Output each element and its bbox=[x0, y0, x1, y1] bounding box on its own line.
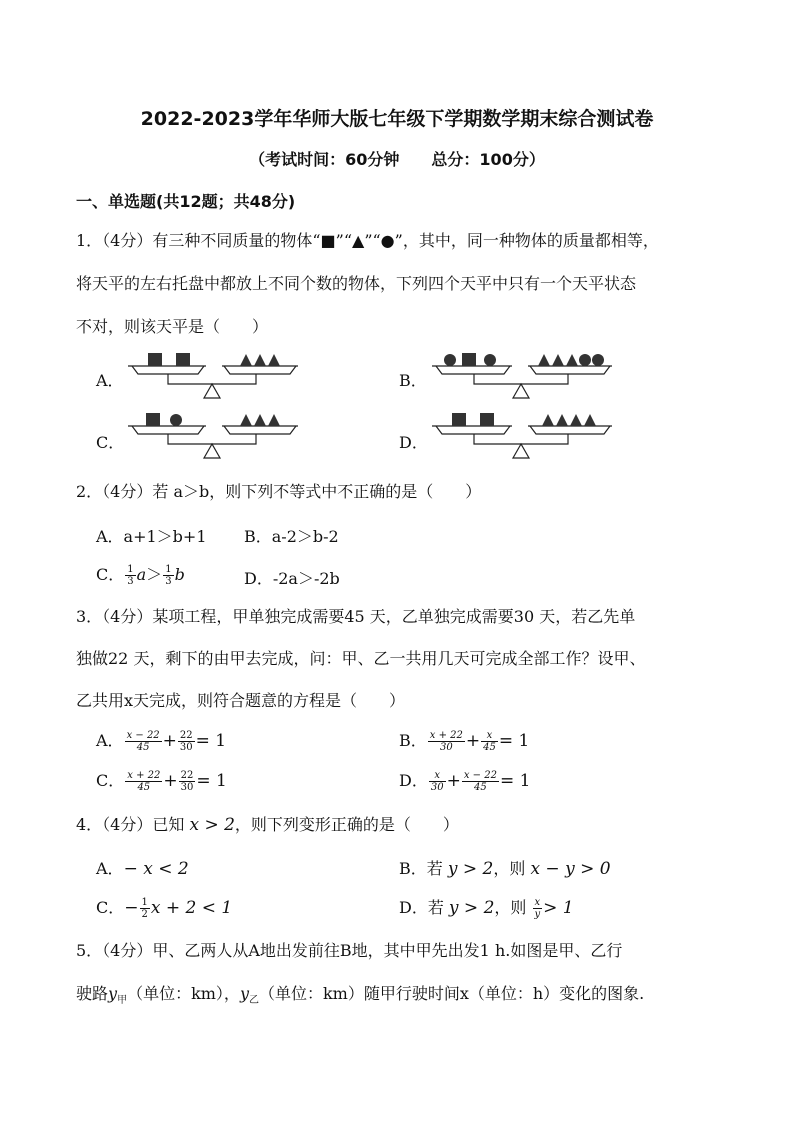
q4-option-b: B．若 y > 2，则 x − y > 0 bbox=[399, 859, 611, 879]
q3-option-b: B． $\frac{x + 22}{30}$ + $\frac{x}{45}$ = 1 bbox=[399, 730, 530, 753]
q2-stem: 2．（4分）若 a＞b，则下列不等式中不正确的是（ ） bbox=[76, 482, 482, 501]
balance-c-image bbox=[128, 410, 298, 468]
q2-option-c-frac1: $\frac{1}{3}$ bbox=[127, 564, 134, 587]
q3-line3: 乙共用x天完成，则符合题意的方程是（ ） bbox=[76, 691, 406, 710]
balance-a-image bbox=[128, 350, 298, 408]
section-heading: 一、单选题(共12题；共48分) bbox=[76, 192, 296, 211]
q2-option-c: C． $\frac{1}{3}$ a＞ $\frac{1}{3}$ b bbox=[96, 564, 185, 587]
q2-option-a: A．a+1＞b+1 bbox=[96, 527, 207, 546]
q4-stem: 4．（4分）已知 x > 2，则下列变形正确的是（ ） bbox=[76, 815, 459, 835]
page-title: 2022-2023学年华师大版七年级下学期数学期末综合测试卷 bbox=[140, 108, 654, 130]
q3-line1: 3．（4分）某项工程，甲单独完成需要45 天，乙单独完成需要30 天，若乙先单 bbox=[76, 607, 636, 626]
q3-option-a: A． $\frac{x - 22}{45}$ + $\frac{22}{30}$ = 1 bbox=[96, 730, 227, 753]
q5-line1: 5．（4分）甲、乙两人从A地出发前往B地，其中甲先出发1 h.如图是甲、乙行 bbox=[76, 941, 623, 960]
q1-line1: 1．（4分）有三种不同质量的物体“■”“▲”“●”，其中，同一种物体的质量都相等， bbox=[76, 231, 659, 250]
q3-line2: 独做22 天，剩下的由甲去完成，问：甲、乙一共用几天可完成全部工作？设甲、 bbox=[76, 649, 646, 668]
q3-option-d: D． $\frac{x}{30}$ + $\frac{x - 22}{45}$ = 1 bbox=[399, 770, 531, 793]
exam-info: （考试时间：60分钟 总分：100分） bbox=[249, 150, 545, 169]
q2-option-c-label: C． bbox=[96, 565, 125, 584]
q1-option-d-label: D． bbox=[399, 433, 428, 452]
q3-option-c: C． $\frac{x + 22}{45}$ + $\frac{22}{30}$ = 1 bbox=[96, 770, 227, 793]
balance-b-image bbox=[432, 350, 612, 408]
q5-line2: 驶路$y_甲$（单位：km），$y_乙$（单位：km）随甲行驶时间x（单位：h）变化的图象. bbox=[76, 984, 645, 1007]
q2-option-d: D．-2a＞-2b bbox=[244, 569, 340, 588]
q2-option-c-frac2: $\frac{1}{3}$ bbox=[165, 564, 172, 587]
q1-line2: 将天平的左右托盘中都放上不同个数的物体，下列四个天平中只有一个天平状态 bbox=[76, 274, 637, 293]
q4-option-c: C．− $\frac{1}{2}$ x + 2 < 1 bbox=[96, 897, 233, 920]
q4-option-d: D．若 y > 2，则 $\frac{x}{y}$ > 1 bbox=[399, 897, 574, 920]
q4-option-a: A．− x < 2 bbox=[96, 859, 189, 879]
q1-option-c-label: C． bbox=[96, 433, 125, 452]
q2-option-b: B．a-2＞b-2 bbox=[244, 527, 339, 546]
q1-option-b-label: B． bbox=[399, 371, 427, 390]
balance-d-image bbox=[432, 410, 612, 468]
q1-option-a-label: A． bbox=[96, 371, 124, 390]
q1-line3: 不对，则该天平是（ ） bbox=[76, 317, 269, 336]
